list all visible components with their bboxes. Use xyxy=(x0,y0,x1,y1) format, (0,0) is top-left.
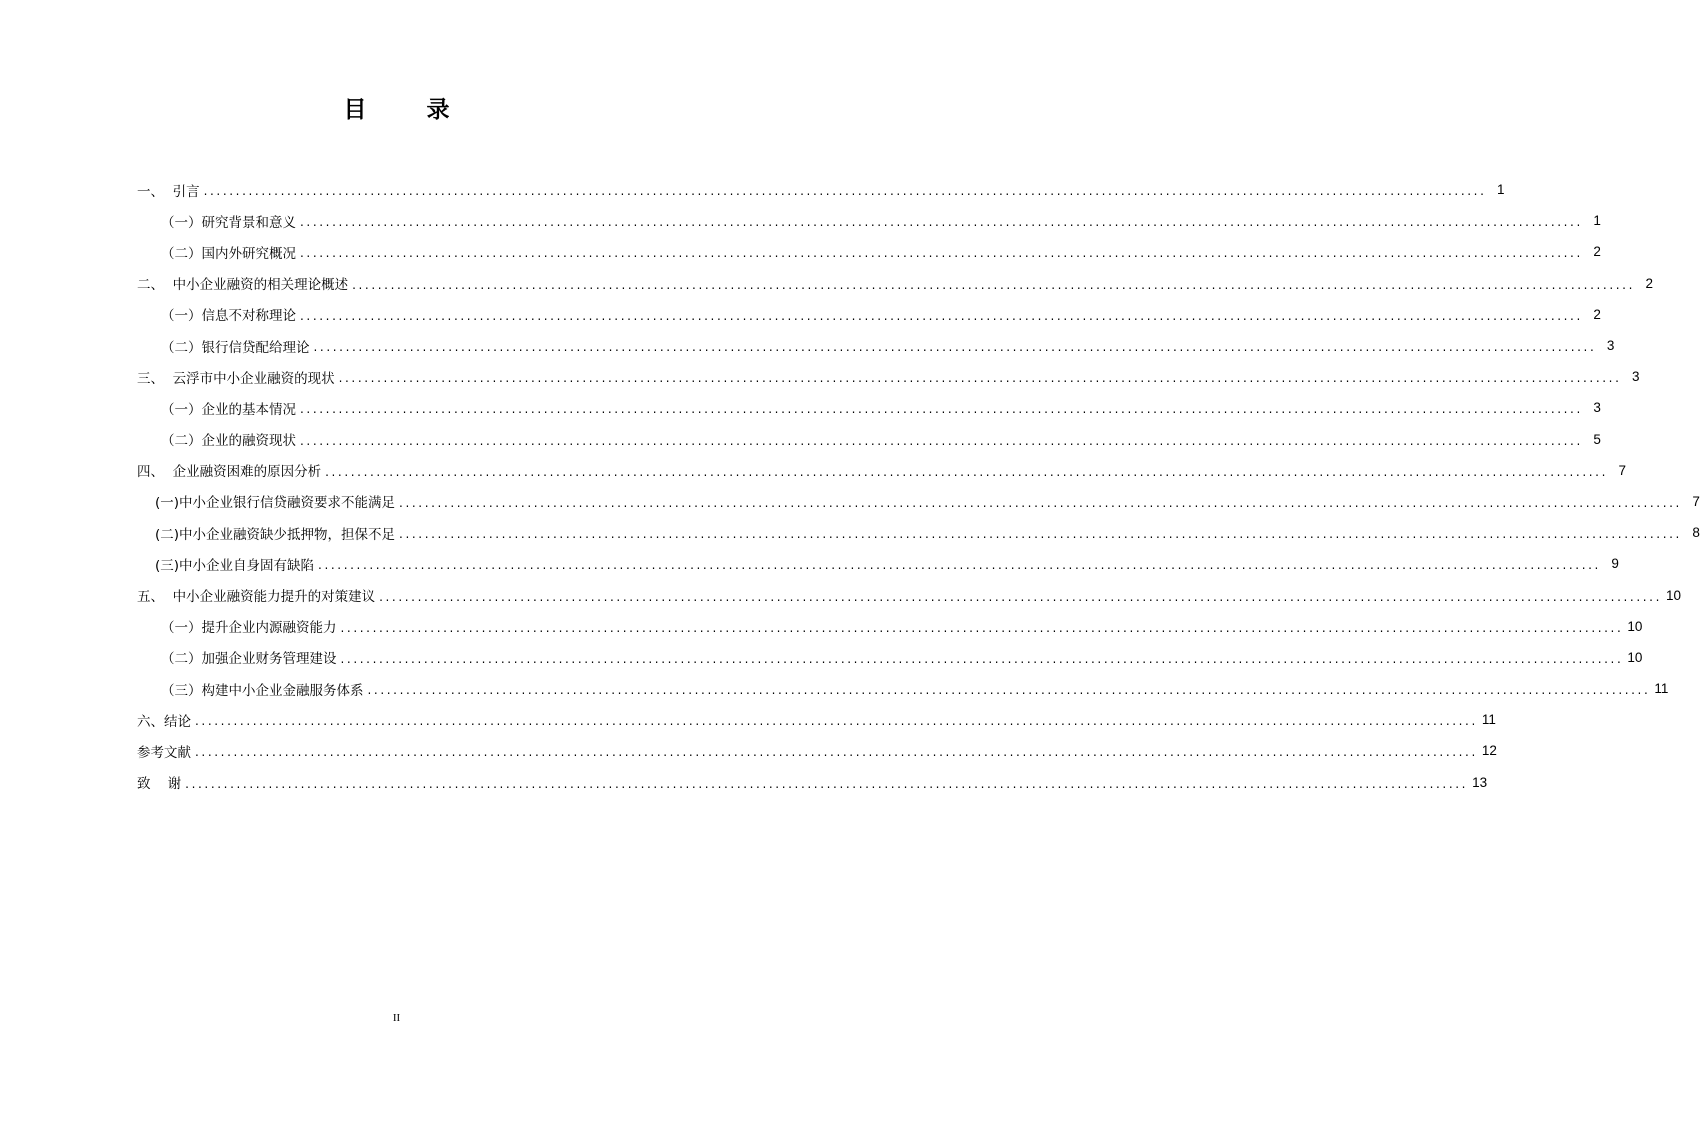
toc-entry[interactable] xyxy=(137,236,1601,267)
toc-entry-label: 三、 云浮市中小企业融资的现状 xyxy=(137,370,335,387)
dot-leader: ........................................................................................................................................................................................................ xyxy=(185,776,1469,791)
toc-entry[interactable] xyxy=(137,767,1488,798)
toc-entry-page-number: 10 xyxy=(1627,649,1643,665)
dot-leader: ........................................................................................................................................................................................................ xyxy=(300,215,1583,230)
dot-leader: ........................................................................................................................................................................................................ xyxy=(313,340,1597,355)
dot-leader: ........................................................................................................................................................................................................ xyxy=(203,184,1487,199)
dot-leader: ........................................................................................................................................................................................................ xyxy=(367,683,1651,698)
toc-entry-page-number: 3 xyxy=(1631,369,1640,385)
toc-entry-page-number: 10 xyxy=(1665,587,1682,603)
dot-leader: ........................................................................................................................................................................................................ xyxy=(300,433,1583,448)
toc-entry-label: （二）国内外研究概况 xyxy=(161,245,296,262)
toc-entry[interactable] xyxy=(137,392,1601,423)
toc-entry-label: 四、 企业融资困难的原因分析 xyxy=(137,464,322,481)
toc-entry-label: （二）银行信贷配给理论 xyxy=(161,339,310,356)
footer-page-number: II xyxy=(392,1012,401,1024)
toc-entry-label: （一）企业的基本情况 xyxy=(161,401,296,418)
dot-leader: ........................................................................................................................................................................................................ xyxy=(399,527,1682,542)
dot-leader: ........................................................................................................................................................................................................ xyxy=(325,464,1608,479)
dot-leader: ........................................................................................................................................................................................................ xyxy=(300,308,1583,323)
toc-entry-page-number: 7 xyxy=(1618,462,1626,478)
toc-entry-page-number: 1 xyxy=(1593,213,1601,229)
toc-entry[interactable] xyxy=(137,486,1700,517)
toc-entry[interactable] xyxy=(137,330,1615,361)
toc-entry-page-number: 12 xyxy=(1481,743,1497,759)
toc-entry-page-number: 7 xyxy=(1692,493,1700,509)
toc-entry-label: （一）提升企业内源融资能力 xyxy=(161,620,337,637)
dot-leader: ........................................................................................................................................................................................................ xyxy=(318,558,1601,573)
toc-entry-label: （一）信息不对称理论 xyxy=(161,308,296,325)
toc-entry-label: 参考文献 xyxy=(137,744,191,761)
toc-entry-label: (三)中小企业自身固有缺陷 xyxy=(155,557,315,574)
toc-entry[interactable] xyxy=(137,517,1700,548)
toc-entry[interactable] xyxy=(137,174,1505,205)
dot-leader: ........................................................................................................................................................................................................ xyxy=(340,651,1624,666)
toc-entry-page-number: 10 xyxy=(1627,618,1643,634)
toc-entry-label: （二）企业的融资现状 xyxy=(161,433,296,450)
toc-entry-label: 六、结论 xyxy=(137,713,191,730)
toc-entry[interactable] xyxy=(137,579,1682,610)
toc-entry[interactable] xyxy=(137,268,1653,299)
toc-entry-page-number: 2 xyxy=(1593,306,1601,322)
toc-entry-label: （二）加强企业财务管理建设 xyxy=(161,651,337,668)
toc-entry-label: 致 谢 xyxy=(137,776,182,793)
toc-entry-label: （三）构建中小企业金融服务体系 xyxy=(161,682,364,699)
toc-entry-page-number: 2 xyxy=(1645,275,1653,291)
toc-entry-label: (一)中小企业银行信贷融资要求不能满足 xyxy=(155,495,396,512)
toc-entry[interactable] xyxy=(137,548,1619,579)
toc-entry-page-number: 11 xyxy=(1654,681,1669,697)
toc-entry[interactable] xyxy=(137,424,1601,455)
dot-leader: ........................................................................................................................................................................................................ xyxy=(195,745,1478,760)
toc-entry-page-number: 1 xyxy=(1496,182,1505,198)
toc-entry-page-number: 2 xyxy=(1593,244,1601,260)
toc-entry-page-number: 5 xyxy=(1593,431,1601,447)
toc-entry-label: 二、 中小企业融资的相关理论概述 xyxy=(137,277,349,294)
dot-leader: ........................................................................................................................................................................................................ xyxy=(352,277,1635,292)
toc-entry-page-number: 3 xyxy=(1593,400,1601,416)
toc-entry-page-number: 11 xyxy=(1481,712,1496,728)
toc-entry[interactable] xyxy=(137,361,1640,392)
dot-leader: ........................................................................................................................................................................................................ xyxy=(338,371,1622,386)
toc-entry-label: 一、 引言 xyxy=(137,183,200,200)
toc-entry[interactable] xyxy=(137,205,1601,236)
toc-entry-label: (二)中小企业融资缺少抵押物，担保不足 xyxy=(155,526,396,543)
dot-leader: ........................................................................................................................................................................................................ xyxy=(379,589,1662,604)
table-of-contents xyxy=(137,174,1700,798)
toc-entry-page-number: 13 xyxy=(1472,774,1488,790)
toc-entry[interactable] xyxy=(137,673,1669,704)
toc-entry-label: （一）研究背景和意义 xyxy=(161,214,296,231)
toc-entry-page-number: 8 xyxy=(1692,525,1700,541)
toc-entry-label: 五、 中小企业融资能力提升的对策建议 xyxy=(137,589,376,606)
dot-leader: ........................................................................................................................................................................................................ xyxy=(300,246,1583,261)
toc-entry[interactable] xyxy=(137,704,1496,735)
dot-leader: ........................................................................................................................................................................................................ xyxy=(399,495,1682,510)
toc-entry[interactable] xyxy=(137,455,1626,486)
toc-entry[interactable] xyxy=(137,735,1497,766)
dot-leader: ........................................................................................................................................................................................................ xyxy=(195,714,1478,729)
toc-entry-page-number: 9 xyxy=(1611,556,1619,572)
dot-leader: ........................................................................................................................................................................................................ xyxy=(300,402,1583,417)
toc-entry[interactable] xyxy=(137,611,1643,642)
toc-entry[interactable] xyxy=(137,642,1643,673)
toc-entry[interactable] xyxy=(137,299,1601,330)
toc-title: 目 录 xyxy=(343,97,476,123)
toc-entry-page-number: 3 xyxy=(1606,338,1615,354)
dot-leader: ........................................................................................................................................................................................................ xyxy=(340,620,1624,635)
